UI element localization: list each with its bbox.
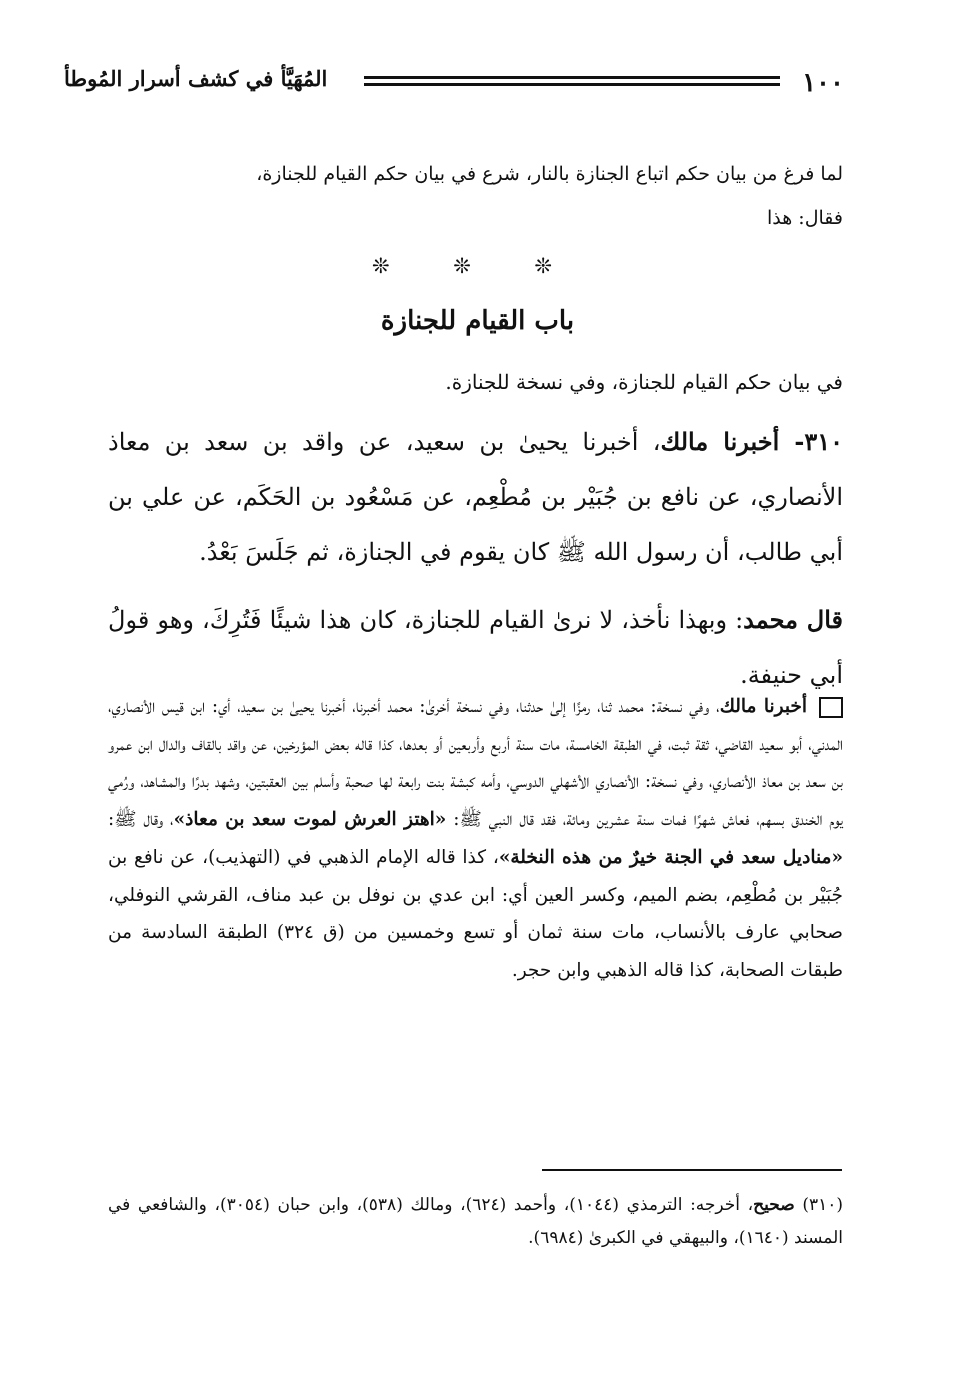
book-title: المُهَيَّأ في كشف أسرار المُوطأ [64,66,328,91]
intro-line-1: لما فرغ من بيان حكم اتباع الجنازة بالنار، شرع في بيان حكم القيام للجنازة، [256,163,843,185]
commentary-part-1: ، وفي نسخة: محمد ثنا، رمزًا إلىٰ حدثنا، وفي نسخة أخرىٰ: محمد أخبرنا، أخبرنا يحيىٰ بن سعيد، أي: ابن قيس الأنصاري، المدني، أبو سعيد القاضي، ثقة ثبت، في الطبقة الخامسة، مات سنة أربع وأربعين أو بعدها، كذا قاله بعض المؤرخين، عن واقد بالقاف والدال ابن عمرو بن سعد بن معاذ الأنصاري، وفي نسخة: الأنصاري الأشهلي الدوسي، وأمه كبشة بنت رابعة لها صحبة وأسلم بين العقبتين، وشهد بدرًا والمشاهد، ورُمي يوم الخندق بسهم، فعاش شهرًا فمات سنة عشرين ومائة، فقد قال النبي ﷺ: [108,696,843,831]
star-ornament-icon: ❊ [372,254,390,278]
commentary-lead: أخبرنا مالك [719,696,807,717]
commentary-block [108,688,843,990]
hadith-block [108,414,843,715]
commentary-text [108,688,843,990]
star-ornament-icon: ❊ [534,254,552,278]
muhammad-body: : وبهذا نأخذ، لا نرىٰ القيام للجنازة، كان هذا شيئًا فَتُرِكَ، وهو قولُ أبي حنيفة. [108,606,843,689]
footnote-text [108,1189,843,1255]
footnote-grade: صحيح [753,1195,795,1215]
chapter-title: باب القيام للجنازة [380,306,575,336]
muhammad-statement [108,592,843,703]
footnote-number: (٣١٠) [802,1195,844,1215]
star-ornament-icon: ❊ [453,254,471,278]
quote-1: «اهتز العرش لموت سعد بن معاذ» [173,809,447,831]
intro-paragraph [108,152,843,240]
hadith-body: ، أخبرنا يحيىٰ بن سعيد، عن واقد بن سعد بن معاذ الأنصاري، عن نافع بن جُبَيْر بن مُطْعِم، عن مَسْعُود بن الحَكَم، عن علي بن أبي طالب، أن رسول الله ﷺ كان يقوم في الجنازة، ثم جَلَسَ بَعْدُ. [108,428,843,566]
footnote-divider [542,1169,842,1171]
header-rule-top [364,76,780,79]
muhammad-lead: قال محمد [743,605,843,634]
header-rule-bottom [364,83,780,86]
section-separator [372,254,552,284]
header-double-rule [364,76,780,90]
quote-2: «مناديل سعد في الجنة خيرٌ من هذه النخلة» [498,846,844,868]
chapter-subtitle: في بيان حكم القيام للجنازة، وفي نسخة للجنازة. [445,370,843,394]
commentary-part-3: ، كذا قاله الإمام الذهبي في (التهذيب)، عن نافع بن جُبَيْر بن مُطْعِم، بضم الميم، وكسر العين أي: ابن عدي بن نوفل بن عبد مناف، القرشي النوفلي، صحابي عارف بالأنساب، مات سنة ثمان أو تسع وخمسين من (ق ٣٢٤) الطبقة السادسة من طبقات الصحابة، كذا قاله الذهبي وابن حجر. [108,846,843,981]
square-bullet-icon [819,697,843,718]
page-number: ١٠٠ [802,68,844,98]
commentary-part-2: ، وقال ﷺ: [108,809,174,831]
page-header [64,64,844,112]
footnote [108,1189,843,1255]
footnote-body: ، أخرجه: الترمذي (١٠٤٤)، وأحمد (٦٢٤)، ومالك (٥٣٨)، وابن حبان (٣٠٥٤)، والشافعي في المسند (١٦٤٠)، والبيهقي في الكبرىٰ (٦٩٨٤). [108,1195,843,1248]
hadith-number-lead: ٣١٠- أخبرنا مالك [660,427,843,456]
intro-line-2: فقال: هذا [767,207,843,229]
hadith-text [108,414,843,580]
